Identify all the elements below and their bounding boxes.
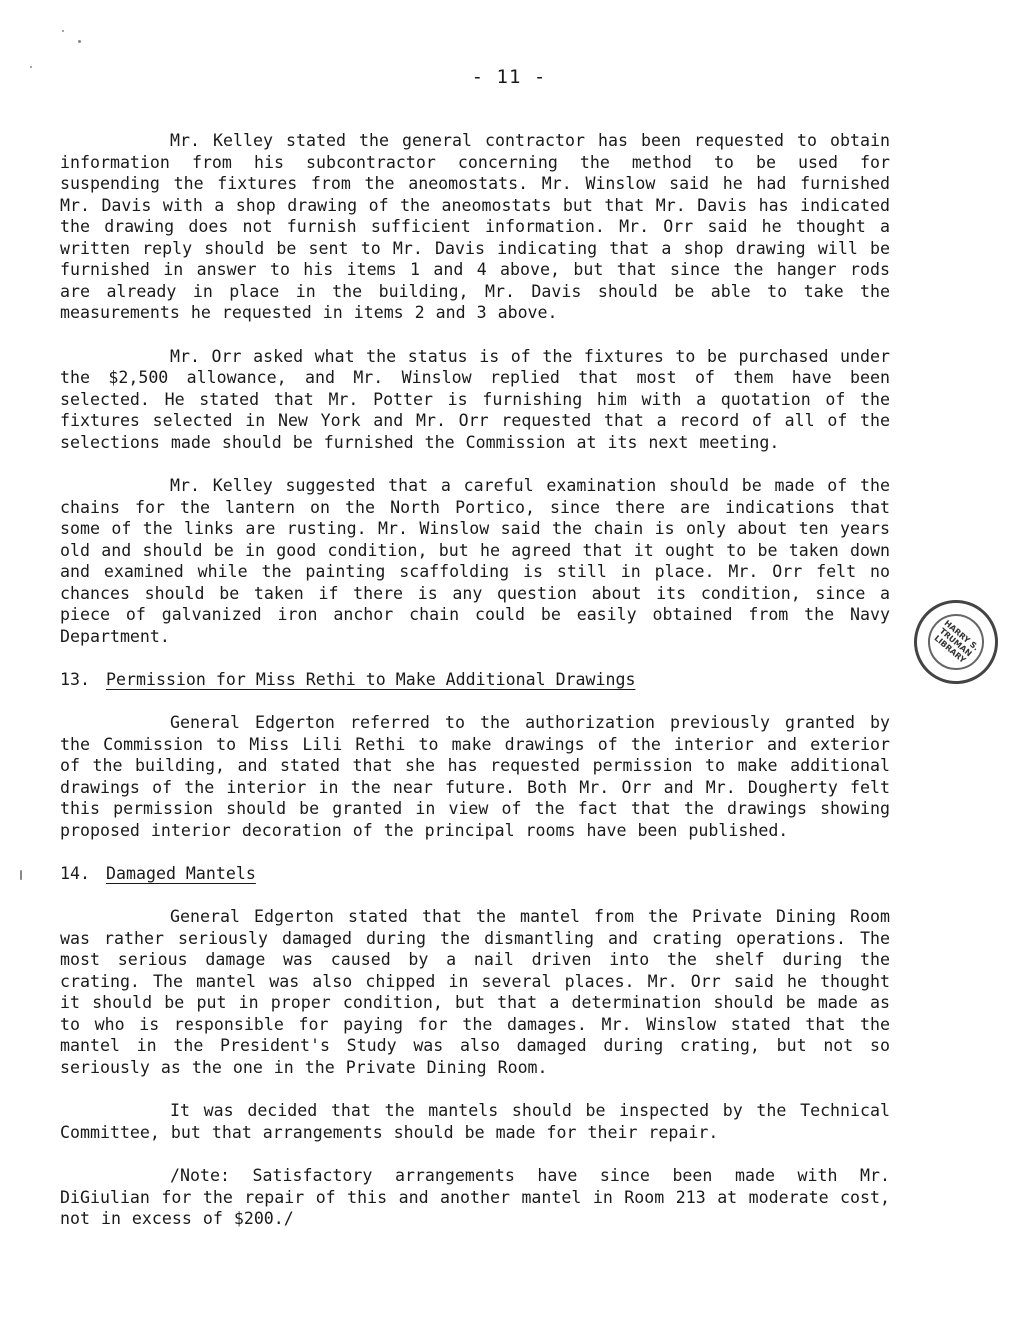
section-14-text-damage: General Edgerton stated that the mantel from the Private Dining Room was rather seriously damaged during the dismantling and crating operations. The most serious damage was caused by a nail driven into the shelf during the crating. The mantel was also chipped in several places. Mr. Orr said he thought it should be put in proper condition, but that a determination should be made as to who is responsible for paying for the damages. Mr. Winslow stated that the mantel in the President's Study was also damaged during crating, but not so seriously as the one in the Private Dining Room. [60, 907, 890, 1077]
paper-speck [30, 66, 32, 68]
paragraph-fixtures-allowance: Mr. Orr asked what the status is of the fixtures to be purchased under the $2,500 allowance, and Mr. Winslow replied that most of them have been selected. He stated that Mr. Potter is furnishing him with a quotation of the fixtures selected in New York and Mr. Orr requested that a record of all of the selections made should be furnished the Commission at its next meeting. [60, 346, 890, 452]
section-13-title: Permission for Miss Rethi to Make Additional Drawings [106, 670, 636, 689]
library-stamp [897, 583, 1015, 701]
paper-speck [20, 870, 22, 880]
paragraph-fixtures-suspension: Mr. Kelley stated the general contractor has been requested to obtain information from his subcontractor concerning the method to be used for suspending the fixtures from the aneomostats. Mr. Winslow said he had furnished Mr. Davis with a shop drawing of the aneomostats but that Mr. Davis has indicated the drawing does not furnish sufficient information. Mr. Orr said he thought a written reply should be sent to Mr. Davis indicating that a shop drawing will be furnished in answer to his items 1 and 4 above, but that since the hanger rods are already in place in the building, Mr. Davis should be able to take the measurements he requested in items 2 and 3 above. [60, 131, 890, 322]
page-number: - 11 - [471, 66, 547, 88]
section-14-note: /Note: Satisfactory arrangements have since been made with Mr. DiGiulian for the repair of this and another mantel in Room 213 at moderate cost, not in excess of $200./ [60, 1166, 890, 1228]
paragraph-lantern-chains: Mr. Kelley suggested that a careful examination should be made of the chains for the lantern on the North Portico, since there are indications that some of the links are rusting. Mr. Winslow said the chain is only about ten years old and should be in good condition, but he agreed that it ought to be taken down and examined while the painting scaffolding is still in place. Mr. Orr felt no chances should be taken if there is any question about its condition, since a piece of galvanized iron anchor chain could be easily obtained from the Navy Department. [60, 476, 890, 646]
section-14-title: Damaged Mantels [106, 864, 256, 883]
section-14-number: 14. [60, 864, 90, 883]
library-stamp-text: HARRY S. TRUMAN LIBRARY [917, 603, 996, 682]
section-14-heading [60, 863, 890, 885]
section-13-text: General Edgerton referred to the authorization previously granted by the Commission to Miss Lili Rethi to make drawings of the interior and exterior of the building, and stated that she has requested permission to make additional drawings of the interior in the near future. Both Mr. Orr and Mr. Dougherty felt this permission should be granted in view of the fact that the drawings showing proposed interior decoration of the principal rooms have been published. [60, 713, 890, 840]
section-13-heading [60, 669, 890, 691]
section-14-text-decision: It was decided that the mantels should be inspected by the Technical Committee, but that arrangements should be made for their repair. [60, 1101, 890, 1142]
section-13-number: 13. [60, 670, 90, 689]
paper-speck [62, 30, 64, 32]
paper-speck [78, 40, 81, 43]
document-body [60, 130, 890, 1250]
